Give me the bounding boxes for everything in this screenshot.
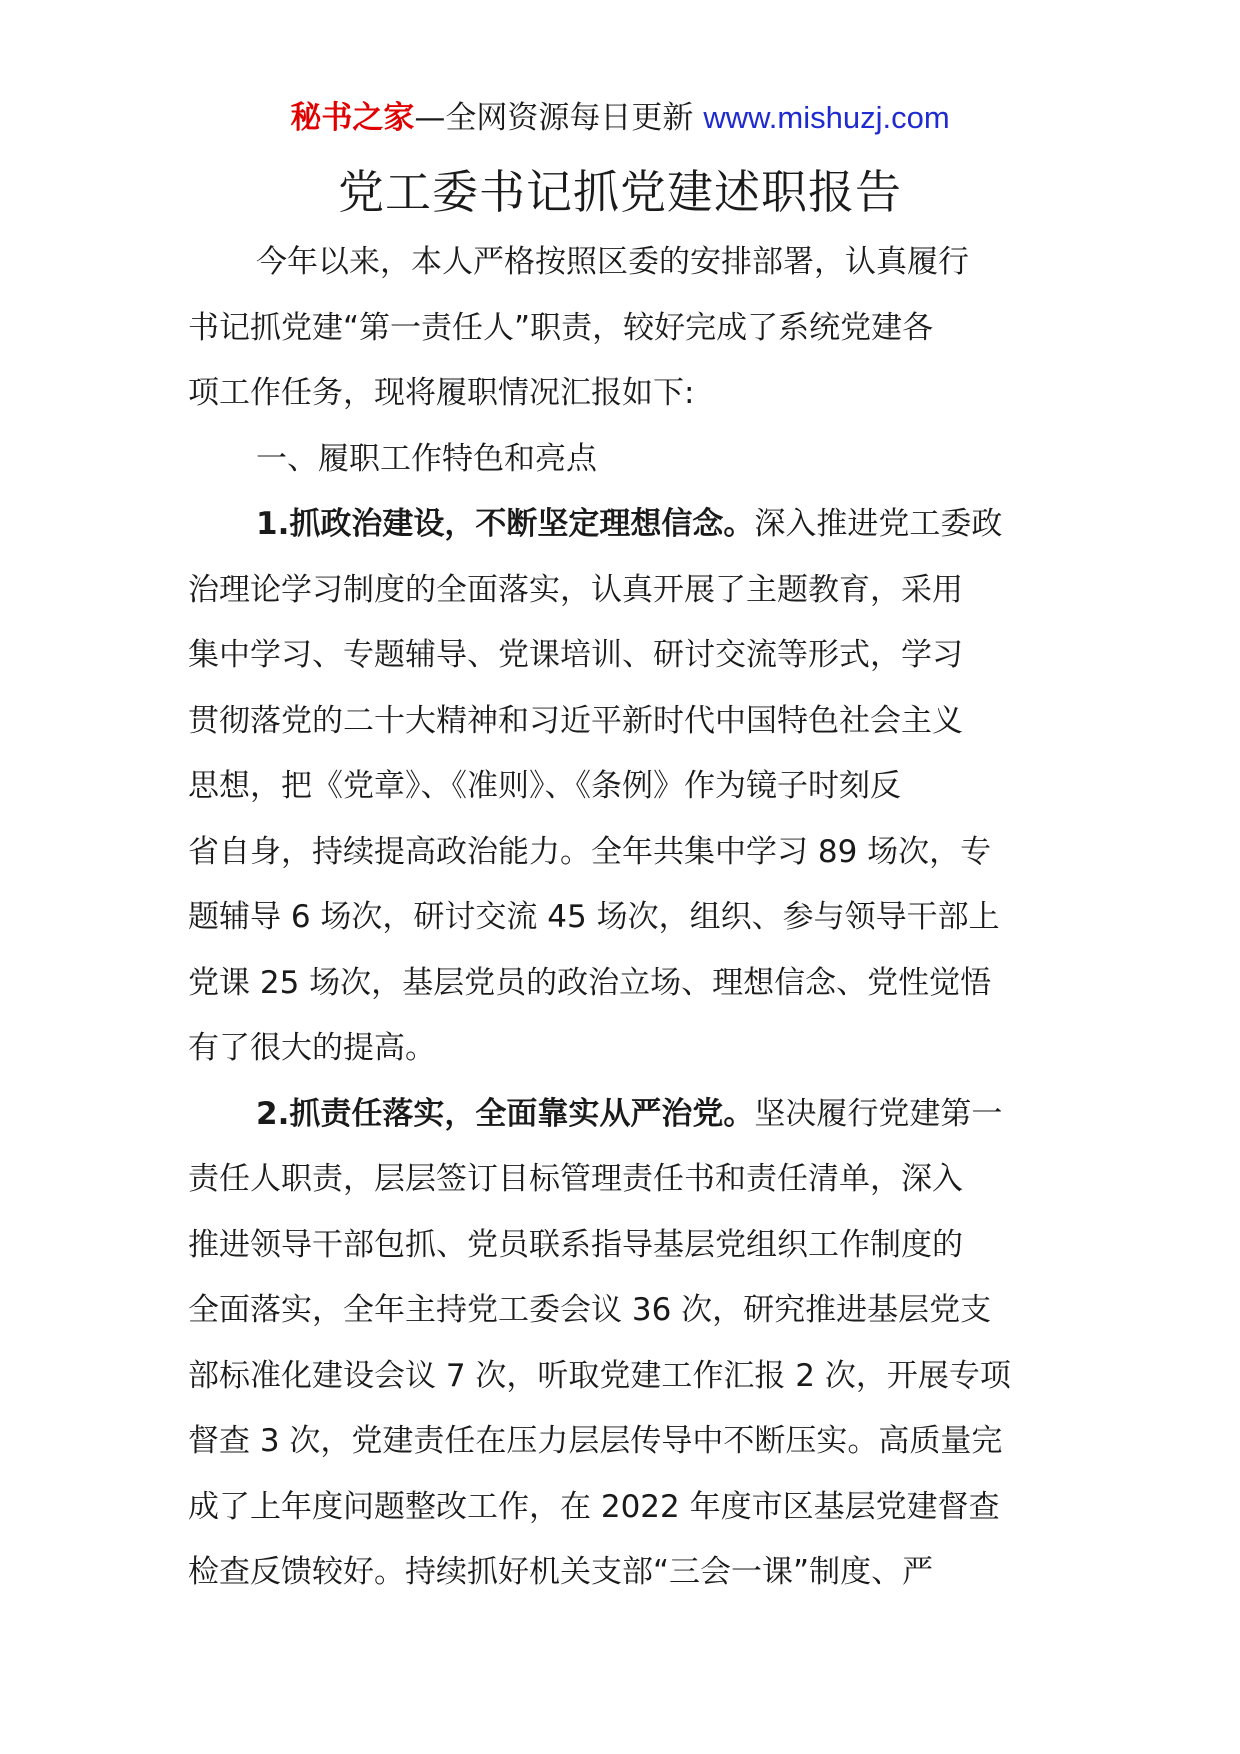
item1-line: 治理论学习制度的全面落实，认真开展了主题教育，采用 (188, 571, 963, 608)
item1-line: 有了很大的提高。 (188, 1030, 436, 1066)
item1-line: 思想，把《党章》、《准则》、《条例》作为镜子时刻反 (188, 768, 901, 804)
item2-line: 成了上年度问题整改工作，在 2022 年度市区基层党建督查 (188, 1488, 1000, 1525)
item2-lead: 2.抓责任落实，全面靠实从严治党。 (256, 1095, 755, 1132)
item2-line: 检查反馈较好。持续抓好机关支部“三会一课”制度、严 (188, 1554, 934, 1590)
item1-lead-rest: 深入推进党工委政 (754, 506, 1003, 542)
item1-line: 题辅导 6 场次，研讨交流 45 场次，组织、参与领导干部上 (188, 899, 1000, 935)
item2-lead-rest: 坚决履行党建第一 (754, 1095, 1003, 1132)
section-heading: 一、履职工作特色和亮点 (256, 440, 597, 477)
item2-line: 部标准化建设会议 7 次，听取党建工作汇报 2 次，开展专项 (188, 1357, 1011, 1394)
item1-line: 集中学习、专题辅导、党课培训、研讨交流等形式，学习 (188, 637, 963, 673)
document-title: 党工委书记抓党建述职报告 (338, 165, 902, 219)
brand-name: 秘书之家 (290, 100, 415, 136)
header-banner (0, 98, 1240, 138)
intro-line: 今年以来，本人严格按照区委的安排部署，认真履行 (256, 244, 969, 280)
item1-first-line (188, 492, 1058, 558)
item2-line: 责任人职责，层层签订目标管理责任书和责任清单，深入 (188, 1161, 963, 1197)
item2-line: 推进领导干部包抓、党员联系指导基层党组织工作制度的 (188, 1226, 963, 1263)
item1-line: 贯彻落党的二十大精神和习近平新时代中国特色社会主义 (188, 702, 963, 739)
item2-line: 全面落实，全年主持党工委会议 36 次，研究推进基层党支 (188, 1292, 992, 1328)
intro-line: 项工作任务，现将履职情况汇报如下: (188, 375, 695, 411)
item2-first-line (188, 1082, 1058, 1148)
item2-line: 督查 3 次，党建责任在压力层层传导中不断压实。高质量完 (188, 1423, 1003, 1459)
item1-line: 省自身，持续提高政治能力。全年共集中学习 89 场次，专 (188, 833, 992, 870)
intro-line: 书记抓党建“第一责任人”职责，较好完成了系统党建各 (188, 309, 934, 346)
header-slogan: —全网资源每日更新 (414, 100, 694, 136)
item1-lead: 1.抓政治建设，不断坚定理想信念。 (256, 506, 755, 542)
document-body (188, 230, 1058, 1606)
site-url[interactable]: www.mishuzj.com (703, 100, 950, 135)
item1-line: 党课 25 场次，基层党员的政治立场、理想信念、党性觉悟 (188, 964, 992, 1001)
